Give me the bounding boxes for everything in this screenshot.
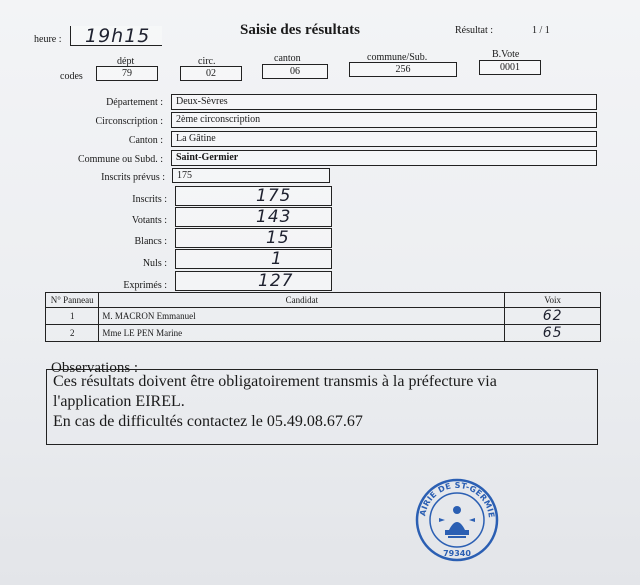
departement-field: [171, 94, 597, 110]
candidates-table: [45, 292, 601, 342]
inscrits-prevus-field: [172, 168, 330, 183]
circ-code-value: 02: [206, 68, 216, 79]
circonscription-field: [171, 112, 597, 128]
voix-value: 62: [542, 308, 563, 324]
blancs-value: 15: [266, 228, 290, 248]
page-title: Saisie des résultats: [240, 22, 360, 38]
exprimes-field: [175, 271, 332, 291]
inscrits-prevus-value: 175: [177, 170, 192, 181]
commune-code-label: commune/Sub.: [367, 52, 428, 63]
canton-label: Canton :: [128, 135, 163, 146]
circ-code-field: [180, 66, 242, 81]
departement-label: Département :: [106, 97, 163, 108]
observations-line-2: l'application EIREL.: [53, 393, 185, 410]
candidate-name-cell: M. MACRON Emmanuel: [99, 308, 505, 325]
canton-value: La Gâtine: [176, 133, 216, 144]
dept-code-field: [96, 66, 158, 81]
panneau-cell: 2: [46, 325, 99, 342]
dept-label: dépt: [117, 56, 135, 67]
heure-field: [70, 26, 162, 46]
blancs-field: [175, 228, 332, 248]
commune-code-value: 256: [395, 64, 411, 75]
blancs-label: Blancs :: [134, 236, 167, 247]
circ-label: circ.: [198, 56, 216, 67]
heure-value: 19h15: [85, 25, 151, 47]
observations-line-3: En cas de difficultés contactez le 05.49.08.67.67: [53, 413, 363, 430]
col-panneau-header: N° Panneau: [46, 293, 99, 308]
stamp-seal-icon: [415, 478, 499, 562]
nuls-field: [175, 249, 332, 269]
observations-box: [46, 369, 598, 445]
circonscription-label: Circonscription :: [95, 116, 163, 127]
mairie-stamp: [415, 478, 499, 562]
exprimes-label: Exprimés :: [123, 280, 167, 291]
table-row: [46, 325, 601, 342]
nuls-value: 1: [271, 249, 283, 269]
col-voix-header: Voix: [505, 293, 601, 308]
commune-code-field: [349, 62, 457, 77]
canton-code-label: canton: [274, 53, 301, 64]
inscrits-field: [175, 186, 332, 206]
codes-label: codes: [60, 71, 83, 82]
canton-code-field: [262, 64, 328, 79]
stamp-top-text: AIRIE DE ST-GERMIE: [418, 480, 497, 519]
stamp-bottom-text: 79340: [443, 549, 471, 558]
departement-value: Deux-Sèvres: [176, 96, 228, 107]
commune-field: [171, 150, 597, 166]
observations-line-1: Ces résultats doivent être obligatoirement transmis à la préfecture via: [53, 373, 497, 390]
canton-code-value: 06: [290, 66, 300, 77]
votants-value: 143: [256, 207, 292, 227]
commune-label: Commune ou Subd. :: [77, 154, 163, 165]
canton-field: [171, 131, 597, 147]
candidate-name-cell: Mme LE PEN Marine: [99, 325, 505, 342]
bvote-code-field: [479, 60, 541, 75]
observations-label: Observations :: [51, 360, 139, 376]
voix-cell: [505, 308, 601, 325]
inscrits-label: Inscrits :: [132, 194, 167, 205]
candidates-header-row: [46, 293, 601, 308]
dept-code-value: 79: [122, 68, 132, 79]
panneau-cell: 1: [46, 308, 99, 325]
bvote-label: B.Vote: [492, 49, 520, 60]
inscrits-value: 175: [256, 186, 292, 206]
exprimes-value: 127: [258, 271, 294, 291]
bvote-code-value: 0001: [500, 62, 520, 73]
votants-label: Votants :: [131, 215, 167, 226]
commune-value: Saint-Germier: [176, 152, 239, 163]
votants-field: [175, 207, 332, 227]
heure-label: heure :: [34, 34, 62, 45]
voix-cell: [505, 325, 601, 342]
circonscription-value: 2ème circonscription: [176, 114, 261, 125]
table-row: [46, 308, 601, 325]
resultat-value: 1 / 1: [532, 25, 550, 36]
nuls-label: Nuls :: [142, 258, 167, 269]
col-candidat-header: Candidat: [99, 293, 505, 308]
inscrits-prevus-label: Inscrits prévus :: [101, 172, 165, 183]
resultat-label: Résultat :: [455, 25, 494, 36]
voix-value: 65: [542, 325, 563, 341]
